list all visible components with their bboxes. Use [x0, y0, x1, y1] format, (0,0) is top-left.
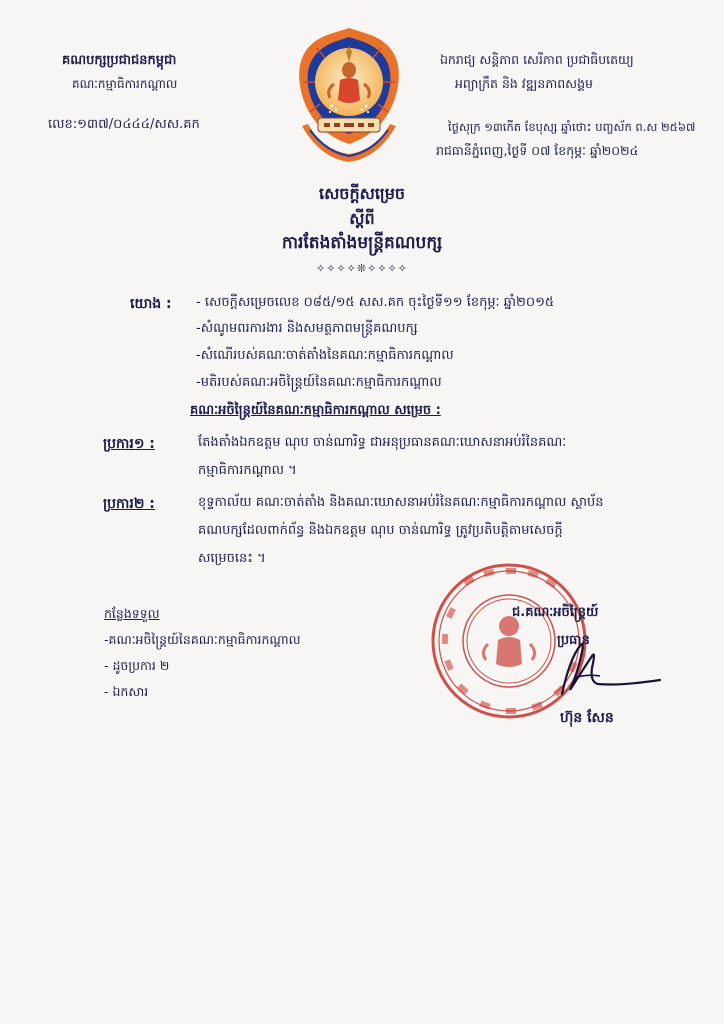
document-subject-prefix: ស្តីពី: [349, 209, 375, 228]
consideration-item: -មតិរបស់គណៈអចិន្ត្រៃយ៍នៃគណៈកម្មាធិការកណ្តាល: [196, 375, 442, 390]
considerations-label: យោង :: [130, 296, 172, 312]
committee-name: គណៈកម្មាធិការកណ្តាល: [72, 77, 178, 91]
kingdom-motto: អព្យាក្រឹត និង វឌ្ឍនភាពសង្គម: [455, 76, 593, 91]
consideration-item: -សំណើរបស់គណៈចាត់តាំងនៃគណៈកម្មាធិការកណ្តាល: [196, 348, 454, 363]
kingdom-slogan: ឯករាជ្យ សន្តិភាព សេរីភាព ប្រជាធិបតេយ្យ: [440, 52, 634, 67]
handwritten-signature-icon: [540, 638, 670, 704]
consideration-item: - សេចក្តីសម្រេចលេខ ០៨៥/១៥ សស.គក ចុះថ្ងៃទី១១ ខែកុម្ភៈ ឆ្នាំ២០១៥: [196, 295, 555, 310]
recipient-item: - ដូចប្រការ ២: [104, 658, 170, 673]
article-1-label: ប្រការ១ :: [103, 436, 155, 452]
party-name: គណបក្សប្រជាជនកម្ពុជា: [62, 53, 177, 68]
party-emblem-icon: [290, 26, 408, 166]
article-2-label: ប្រការ២ :: [103, 496, 155, 512]
article-2-text: ខុទ្ទកាល័យ គណៈចាត់តាំង និងគណៈឃោសនាអប់រំនៃគណៈកម្មាធិការកណ្តាល ស្ថាប័ន: [198, 495, 604, 510]
signatory-office: ជ.គណៈអចិន្ត្រៃយ៍: [512, 605, 599, 620]
article-1-text: តែងតាំងឯកឧត្តម ណុប ចាន់ណារិទ្ធ ជាអនុប្រធានគណៈឃោសនាអប់រំនៃគណៈ: [198, 435, 567, 450]
recipient-item: -គណៈអចិន្ត្រៃយ៍នៃគណៈកម្មាធិការកណ្តាល: [104, 632, 301, 647]
decision-heading: គណៈអចិន្ត្រៃយ៍នៃគណៈកម្មាធិការកណ្តាល សម្រេច :: [190, 403, 441, 418]
document-subject: ការតែងតាំងមន្ត្រីគណបក្ស: [281, 233, 443, 253]
article-1-text: កម្មាធិការកណ្តាល ។: [198, 463, 297, 478]
document-title: សេចក្តីសម្រេច: [318, 184, 405, 203]
title-divider: ✧✧✧✧❊✧✧✧✧: [316, 262, 408, 275]
recipients-label: កន្លែងទទួល: [104, 606, 160, 621]
consideration-item: -សំណូមពរការងារ និងសមត្ថភាពមន្ត្រីគណបក្ស: [196, 321, 418, 336]
article-2-text: គណបក្សដែលពាក់ព័ន្ធ និងឯកឧត្តម ណុប ចាន់ណារិទ្ធ ត្រូវប្រតិបត្តិតាមសេចក្តី: [198, 523, 563, 538]
lunar-date: ថ្ងៃសុក្រ ១៣កើត ខែបុស្ស ឆ្នាំថោះ បញ្ចស័ក ព.ស ២៥៦៧: [448, 120, 696, 134]
article-2-text: សម្រេចនេះ ។: [198, 551, 266, 566]
reference-number: លេខ:១៣៧/០៤៤៤/សស.គក: [48, 117, 200, 132]
signatory-name: ហ៊ុន សែន: [560, 710, 614, 726]
signatory-title: ប្រធាន: [557, 633, 590, 648]
recipient-item: - ឯកសារ: [104, 684, 149, 699]
solar-date: រាជធានីភ្នំពេញ,ថ្ងៃទី ០៧ ខែកុម្ភៈ ឆ្នាំ២០២៤: [436, 143, 639, 158]
